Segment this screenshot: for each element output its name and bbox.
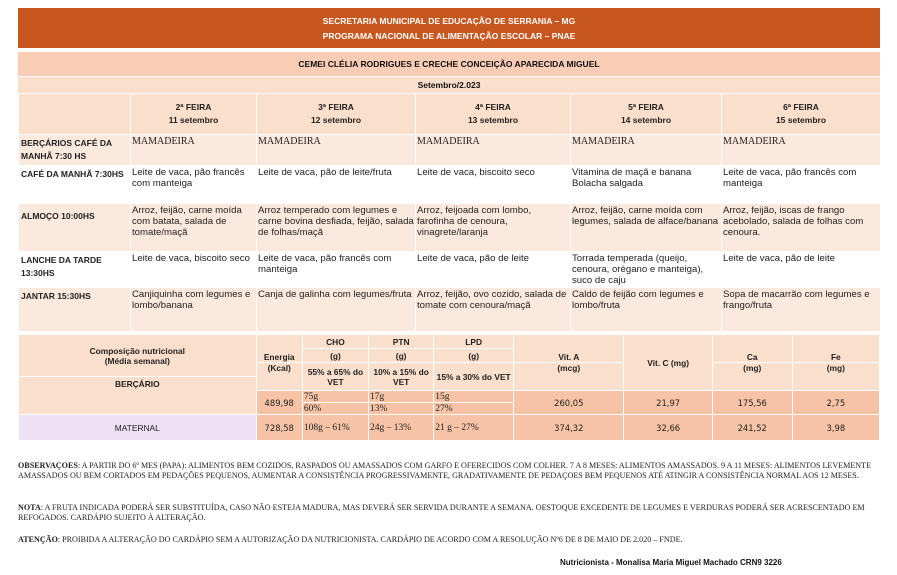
menu-cell: Vitamina de maçã e banana Bolacha salgada: [571, 166, 722, 204]
meal-row: [19, 135, 881, 166]
ca-header: Ca: [712, 335, 792, 363]
maternal-row: [19, 415, 880, 441]
menu-cell: MAMADEIRA: [257, 135, 416, 166]
bercario-lpd-pct: 27%: [434, 403, 514, 415]
nota-note: [18, 503, 880, 523]
nutrition-title: Composição nutricional (Média semanal): [19, 335, 257, 377]
meal-row: [19, 252, 881, 288]
menu-cell: Arroz, feijão, carne moída com batata, salada de tomate/maçã: [131, 204, 257, 252]
kcal-unit: (Kcal): [256, 363, 302, 391]
school-name: CEMEI CLÉLIA RODRIGUES E CRECHE CONCEIÇÃO APARECIDA MIGUEL: [18, 52, 880, 76]
maternal-vitc: 32,66: [624, 415, 712, 441]
maternal-cho: 108g – 61%: [302, 415, 368, 441]
menu-cell: Leite de vaca, pão de leite/fruta: [257, 166, 416, 204]
menu-cell: MAMADEIRA: [131, 135, 257, 166]
maternal-label: MATERNAL: [19, 415, 257, 441]
maternal-lpd: 21 g – 27%: [434, 415, 514, 441]
meal-row: [19, 204, 881, 252]
ptn-unit: (g): [369, 349, 434, 363]
menu-cell: Arroz, feijão, ovo cozido, salada de tomate com cenoura/maçã: [416, 288, 571, 332]
day-header: 5ª FEIRA 14 setembro: [571, 94, 722, 135]
menu-cell: Leite de vaca, pão francês com manteiga: [131, 166, 257, 204]
nota-label: NOTA: [18, 503, 41, 512]
bercario-cho-pct: 60%: [302, 403, 368, 415]
menu-cell: Leite de vaca, pão francês com manteiga: [257, 252, 416, 288]
menu-cell: Torrada temperada (queijo, cenoura, orégano e manteiga), suco de caju: [571, 252, 722, 288]
header-banner: [18, 8, 880, 48]
day-header: 3ª FEIRA 12 setembro: [257, 94, 416, 135]
atencao-label: ATENÇÃO: [18, 535, 58, 544]
bercario-label: BERÇÁRIO: [19, 377, 257, 415]
bercario-energia: 489,98: [256, 391, 302, 415]
bercario-ca: 175,56: [712, 391, 792, 415]
menu-cell: Canjiquinha com legumes e lombo/banana: [131, 288, 257, 332]
fe-unit: (mg): [792, 363, 879, 391]
bercario-cho-g: 75g: [302, 391, 368, 403]
meal-row: [19, 166, 881, 204]
vita-header: Vit. A: [514, 335, 624, 363]
atencao-text: : PROIBIDA A ALTERAÇÃO DO CARDÁPIO SEM A AUTORIZAÇÃO DA NUTRICIONISTA. CARDÁPIO DE ACORDO COM A RESOLUÇÃO Nº6 DE 8 DE MAIO DE 2.020 – FNDE.: [57, 535, 683, 544]
nutrition-table: [18, 334, 880, 441]
cho-unit: (g): [302, 349, 368, 363]
lpd-range: 15% a 30% do VET: [434, 363, 514, 391]
fe-header: Fe: [792, 335, 879, 363]
menu-cell: Leite de vaca, pão francês com manteiga: [722, 166, 881, 204]
maternal-energia: 728,58: [256, 415, 302, 441]
observacoes-note: [18, 461, 880, 481]
meal-label: BERÇÁRIOS CAFÉ DA MANHÃ 7:30 HS: [19, 135, 131, 166]
menu-cell: Arroz, feijão, iscas de frango acebolado, salada de folhas com cenoura.: [722, 204, 881, 252]
meal-label: CAFÉ DA MANHÃ 7:30HS: [19, 166, 131, 204]
menu-cell: Caldo de feijão com legumes e lombo/fruta: [571, 288, 722, 332]
menu-cell: Arroz, feijão, carne moída com legumes, salada de alface/banana: [571, 204, 722, 252]
meal-row: [19, 288, 881, 332]
menu-cell: Arroz, feijoada com lombo, farofinha de cenoura, vinagrete/laranja: [416, 204, 571, 252]
month-label: Setembro/2.023: [18, 76, 880, 93]
menu-cell: Canja de galinha com legumes/fruta: [257, 288, 416, 332]
day-header: 2ª FEIRA 11 setembro: [131, 94, 257, 135]
program-title: PROGRAMA NACIONAL DE ALIMENTAÇÃO ESCOLAR – PNAE: [322, 30, 576, 41]
menu-document: [18, 8, 880, 441]
bercario-vitc: 21,97: [624, 391, 712, 415]
energia-header: Energia: [256, 335, 302, 363]
bercario-ptn-g: 17g: [369, 391, 434, 403]
bercario-fe: 2,75: [792, 391, 879, 415]
menu-cell: Leite de vaca, pão de leite: [722, 252, 881, 288]
cho-header: CHO: [302, 335, 368, 349]
bercario-vita: 260,05: [514, 391, 624, 415]
atencao-note: [18, 535, 880, 545]
menu-cell: Arroz temperado com legumes e carne bovina desfiada, feijão, salada de folhas/maçã: [257, 204, 416, 252]
maternal-vita: 374,32: [514, 415, 624, 441]
observacoes-label: OBSERVAÇOES: [18, 461, 78, 470]
menu-cell: MAMADEIRA: [416, 135, 571, 166]
ptn-header: PTN: [369, 335, 434, 349]
observacoes-text: : A PARTIR DO 6º MES (PAPA): ALIMENTOS BEM COZIDOS, RASPADOS OU AMASSADOS COM GARFO E OFERECIDOS COM COLHER. 7 A 8 MESES: ALIMENTOS AMASSADOS. 9 A 11 MESES: ALIMENTOS LEVEMENTE AMASSADOS OU BEM CORTADOS EM PEDAÇÕES PEQUENOS, AUMENTAR A CONSISTÊNCIA PROGRESSIVAMENTE, GRADATIVAMENTE DE PEDAÇOES BEM PEQUENOS ATÉ ATINGIR A CONSISTÊNCIA NORMAL AOS 12 MESES.: [18, 461, 872, 480]
nutrition-header-row: [19, 335, 880, 349]
bercario-ptn-pct: 13%: [369, 403, 434, 415]
nutritionist-signature: Nutricionista - Monalisa Maria Miguel Machado CRN9 3226: [560, 558, 782, 567]
meal-label: ALMOÇO 10:00HS: [19, 204, 131, 252]
lpd-header: LPD: [434, 335, 514, 349]
secretaria-title: SECRETARIA MUNICIPAL DE EDUCAÇÃO DE SERRANIA – MG: [322, 15, 576, 26]
maternal-fe: 3,98: [792, 415, 879, 441]
ptn-range: 10% a 15% do VET: [369, 363, 434, 391]
day-header-row: [19, 94, 881, 135]
menu-cell: Leite de vaca, biscoito seco: [131, 252, 257, 288]
cho-range: 55% a 65% do VET: [302, 363, 368, 391]
meal-label: JANTAR 15:30HS: [19, 288, 131, 332]
bercario-lpd-g: 15g: [434, 391, 514, 403]
day-header: 4ª FEIRA 13 setembro: [416, 94, 571, 135]
corner-cell: [19, 94, 131, 135]
menu-cell: Leite de vaca, pão de leite: [416, 252, 571, 288]
menu-cell: Leite de vaca, biscoito seco: [416, 166, 571, 204]
day-header: 6ª FEIRA 15 setembro: [722, 94, 881, 135]
menu-cell: MAMADEIRA: [571, 135, 722, 166]
ca-unit: (mg): [712, 363, 792, 391]
maternal-ptn: 24g – 13%: [369, 415, 434, 441]
maternal-ca: 241,52: [712, 415, 792, 441]
meal-label: LANCHE DA TARDE 13:30HS: [19, 252, 131, 288]
menu-cell: MAMADEIRA: [722, 135, 881, 166]
weekly-menu-table: [18, 93, 881, 332]
vita-unit: (mcg): [514, 363, 624, 391]
menu-cell: Sopa de macarrão com legumes e frango/fruta: [722, 288, 881, 332]
lpd-unit: (g): [434, 349, 514, 363]
nota-text: : A FRUTA INDICADA PODERÁ SER SUBSTITUÍDA, CASO NÃO ESTEJA MADURA, MAS DEVERÁ SER SERVIDA DURANTE A SEMANA. OESTOQUE EXCEDENTE DE LEGUMES E VERDURAS PODERÁ SER ACRESCENTADO EM REFOGADOS. CARDÁPIO SUJEITO À ALTERAÇÃO.: [18, 503, 865, 522]
vitc-header: Vit. C (mg): [624, 335, 712, 391]
